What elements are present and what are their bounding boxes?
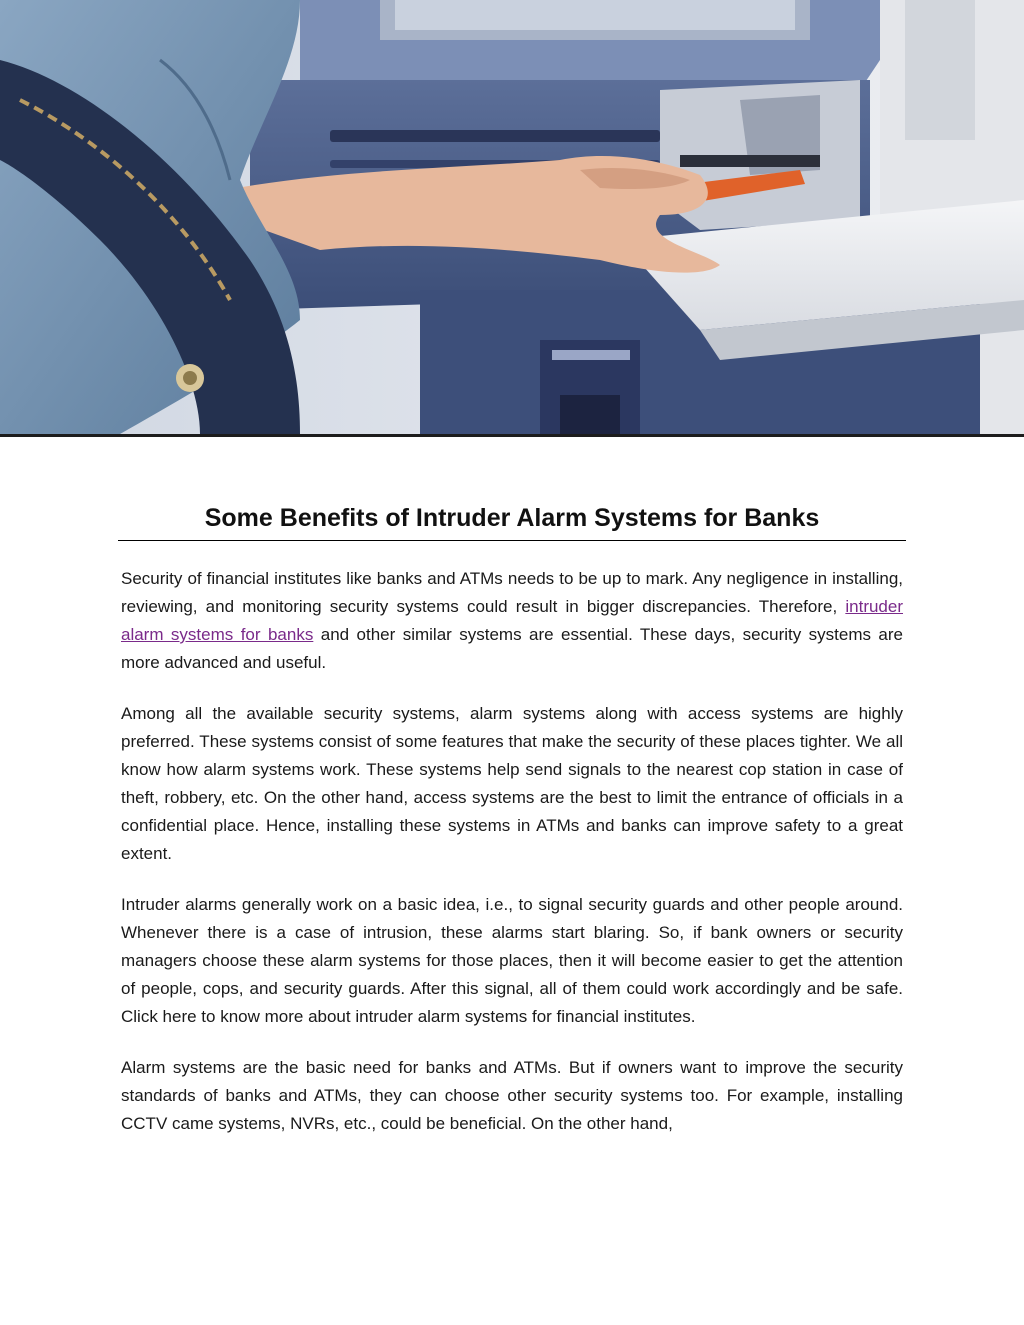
paragraph-4: Alarm systems are the basic need for banks and ATMs. But if owners want to improve the security standards of banks and ATMs, they can choose other security systems too. For example, installing CCTV came systems, NVRs, etc., could be beneficial. On the other hand, [121,1058,903,1133]
article-body [121,565,903,1161]
hero-image [0,0,1024,437]
paragraph-1-intro: Security of financial institutes like banks and ATMs needs to be up to mark. Any negligence in installing, reviewing, and monitoring security systems could result in bigger discrepancies. Therefore, [121,569,903,616]
intruder-alarm-link[interactable]: intruder alarm systems for banks [121,597,903,644]
page-title: Some Benefits of Intruder Alarm Systems for Banks [204,504,820,532]
paragraph-2: Among all the available security systems, alarm systems along with access systems are highly preferred. These systems consist of some features that make the security of these places tighter. We all know how alarm systems work. These systems help send signals to the nearest cop station in case of theft, robbery, etc. On the other hand, access systems are the best to limit the entrance of officials in a confidential place. Hence, installing these systems in ATMs and banks can improve safety to a great extent. [121,704,903,863]
atm-illustration [0,0,1024,434]
paragraph-1 [121,565,903,677]
paragraph-3: Intruder alarms generally work on a basic idea, i.e., to signal security guards and other people around. Whenever there is a case of intrusion, these alarms start blaring. So, if bank owners or security managers choose these alarm systems for those places, then it will become easier to get the attention of people, cops, and security guards. After this signal, all of them could work accordingly and be safe. Click here to know more about intruder alarm systems for financial institutes. [121,895,903,1026]
title-rule [118,500,906,541]
paragraph-1-outro: and other similar systems are essential. These days, security systems are more advanced and useful. [121,625,903,672]
